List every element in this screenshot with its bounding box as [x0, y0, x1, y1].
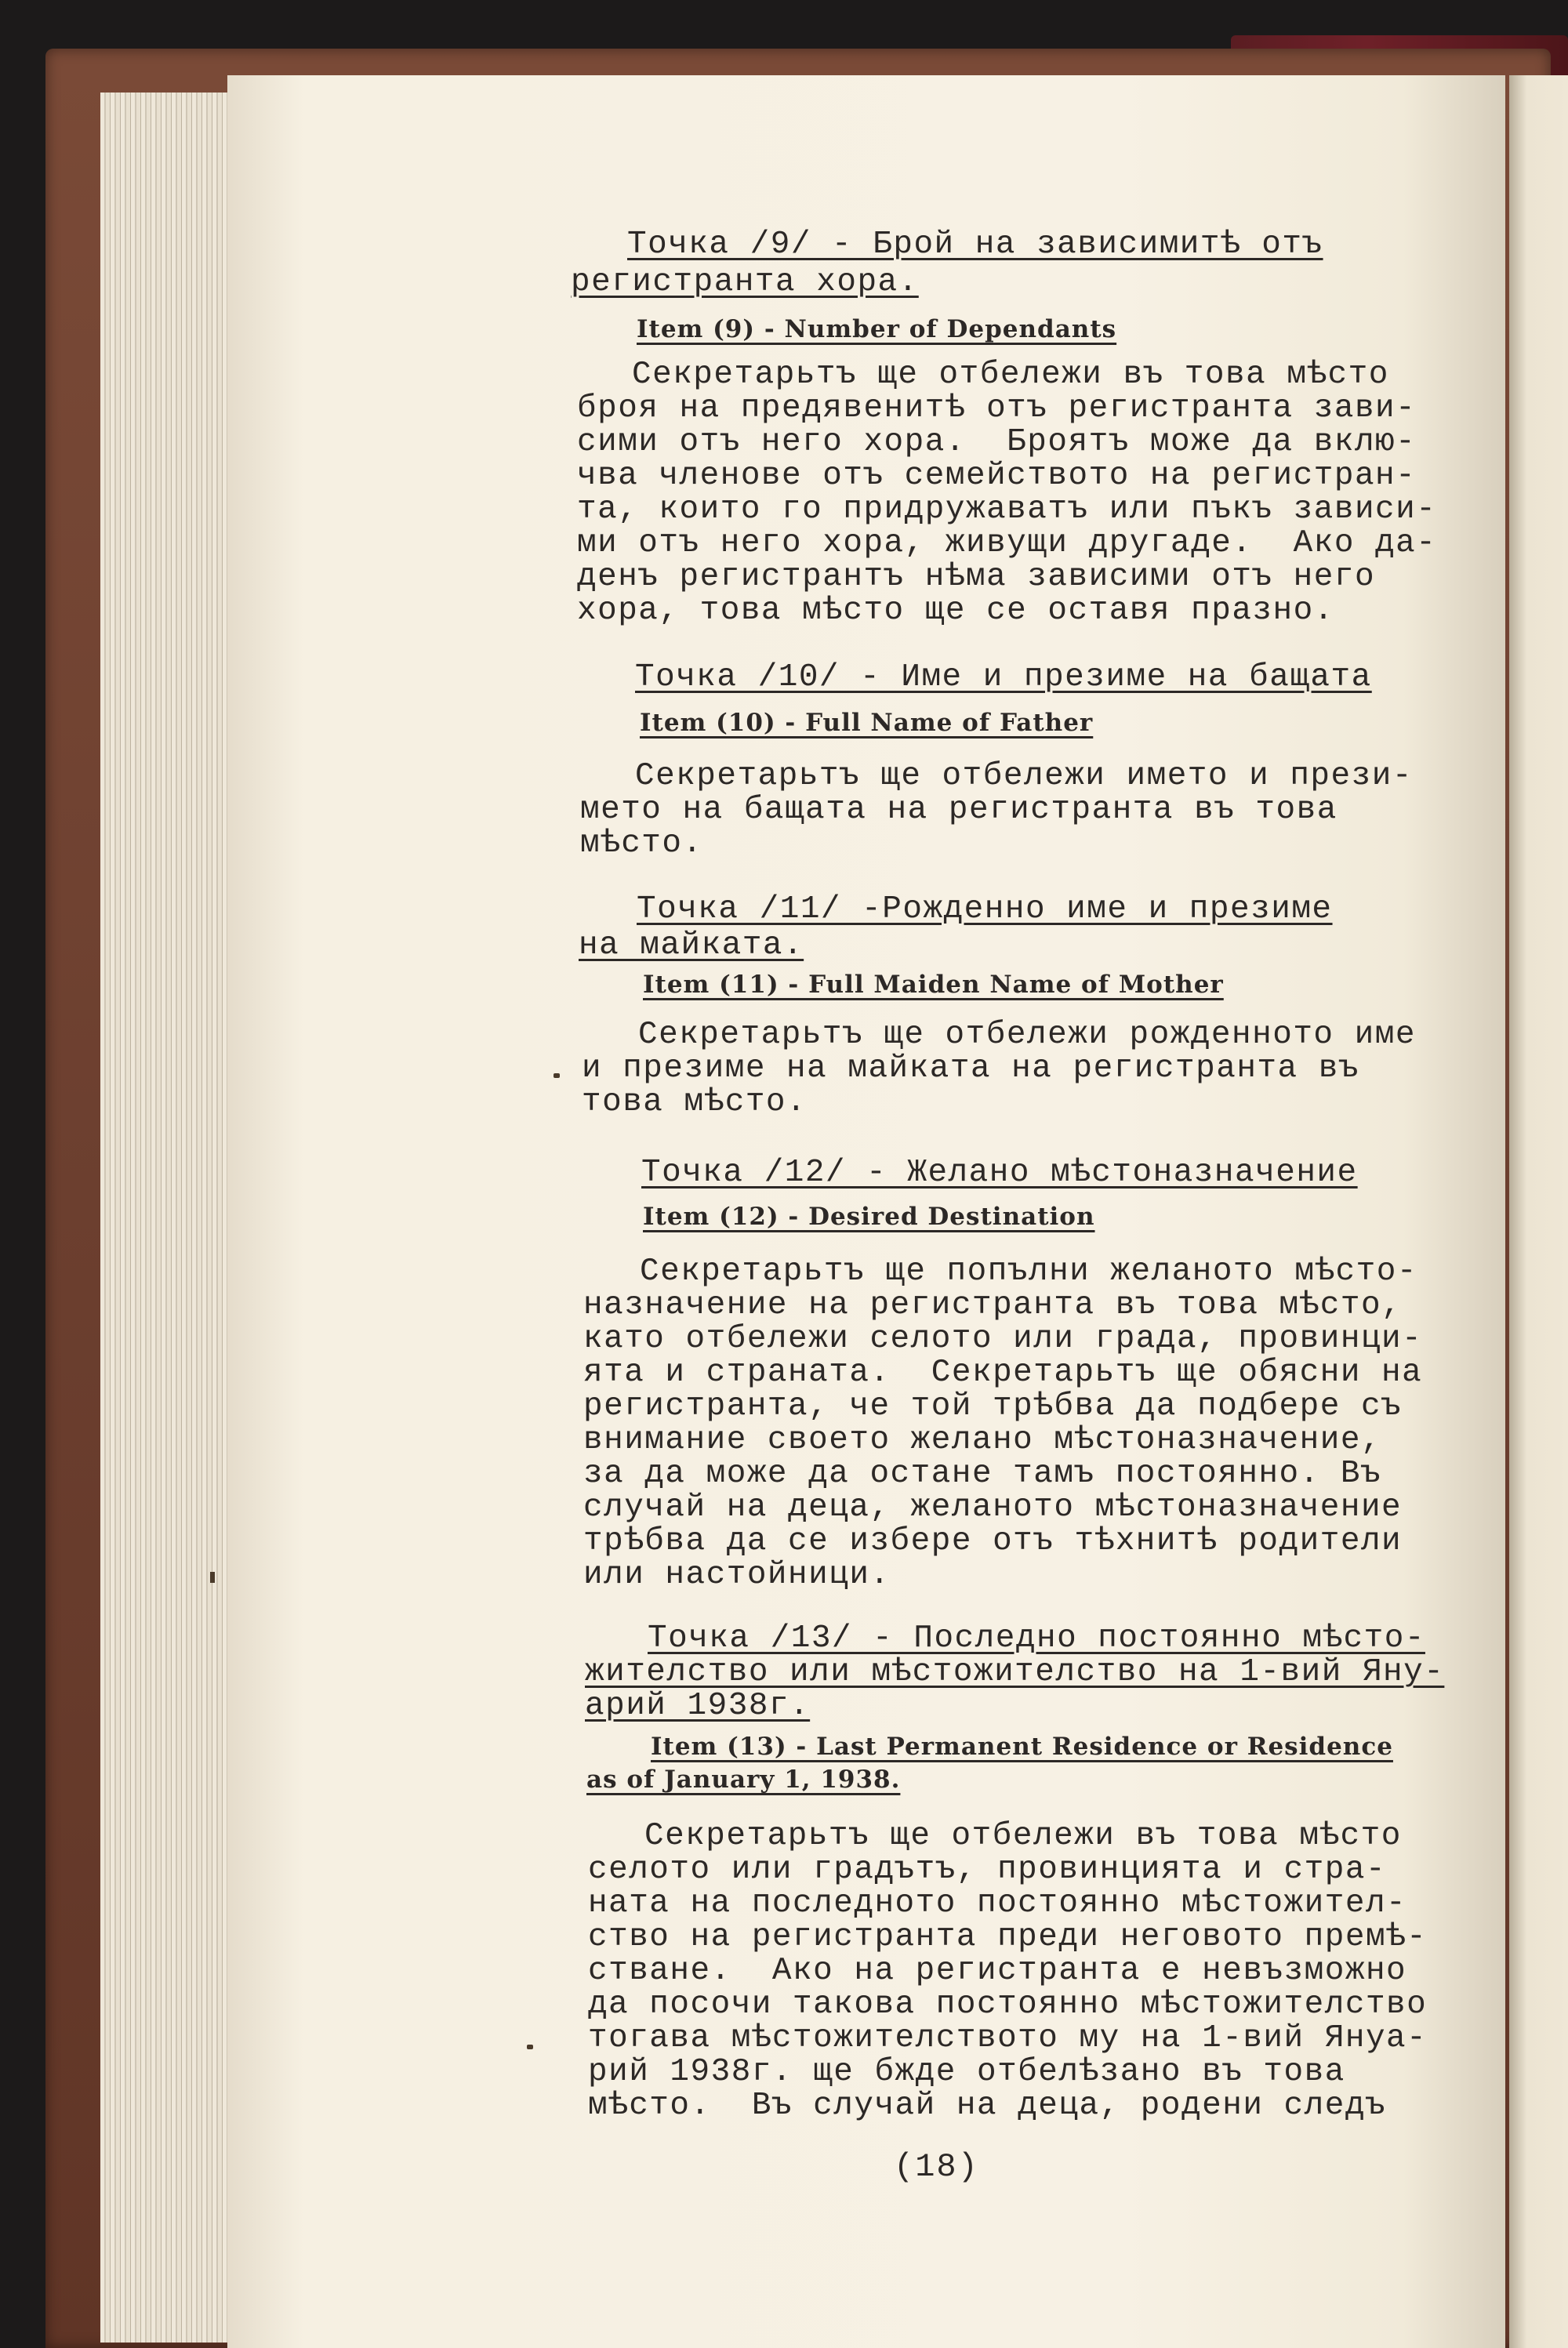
- section-12-body-line: внимание своето желано мѣстоназначение,: [583, 1422, 1382, 1458]
- section-13-heading: арий 1938г.: [585, 1688, 811, 1724]
- section-12-body-line: ята и страната. Секретарьтъ ще обясни на: [583, 1355, 1423, 1391]
- section-13-body-line: тогава мѣстожителството му на 1-вий Януа-: [588, 2020, 1428, 2056]
- facing-page-edge: [1509, 75, 1568, 2348]
- section-13-body-line: Секретарьтъ ще отбележи въ това мѣсто: [644, 1818, 1402, 1854]
- section-9-body-line: та, които го придружаватъ или пъкъ зависи-: [577, 492, 1437, 528]
- section-11-body-line: това мѣсто.: [582, 1084, 808, 1120]
- section-11-heading: на майката.: [579, 927, 804, 964]
- section-9-body-line: сими отъ него хора. Броятъ може да вклю-: [577, 424, 1417, 460]
- section-10-body-line: мѣсто.: [580, 826, 703, 862]
- section-13-body-line: селото или градътъ, провинцията и стра-: [588, 1852, 1387, 1888]
- section-12-body-line: като отбележи селото или града, провинци-: [583, 1321, 1423, 1357]
- section-11-item: Item (11) - Full Maiden Name of Mother: [643, 971, 1224, 999]
- section-11-heading: Точка /11/ -Рожденно име и презиме: [637, 891, 1333, 927]
- section-12-body-line: назначение на регистранта въ това мѣсто,: [583, 1287, 1403, 1323]
- margin-dot: [554, 1073, 560, 1078]
- gutter-mark: [210, 1572, 215, 1583]
- section-9-item: Item (9) - Number of Dependants: [637, 315, 1117, 343]
- section-9-body-line: хора, това мѣсто ще се оставя празно.: [577, 593, 1334, 629]
- section-11-body-line: и презиме на майката на регистранта въ: [582, 1051, 1359, 1087]
- section-12-body-line: трѣбва да се избере отъ тѣхнитѣ родители: [583, 1523, 1403, 1559]
- section-9-heading: регистранта хора.: [571, 264, 919, 300]
- section-9-body-line: ми отъ него хора, живущи другаде. Ако да-: [577, 525, 1437, 561]
- section-13-body-line: ство на регистранта преди неговото премѣ-: [588, 1919, 1428, 1955]
- section-10-heading: Точка /10/ - Име и презиме на бащата: [635, 659, 1372, 695]
- section-12-body-line: случай на деца, желаното мѣстоназначение: [583, 1490, 1403, 1526]
- section-9-body-line: чва членове отъ семейството на регистран-: [577, 458, 1417, 494]
- page-number: (18): [894, 2148, 979, 2186]
- section-12-body-line: регистранта, че той трѣбва да подбере съ: [583, 1388, 1403, 1424]
- margin-dot: [527, 2045, 533, 2049]
- section-10-body-line: Секретарьтъ ще отбележи името и прези-: [635, 758, 1413, 794]
- section-13-body-line: ната на последното постоянно мѣстожител-: [588, 1885, 1407, 1922]
- section-12-heading: Точка /12/ - Желано мѣстоназначение: [641, 1155, 1358, 1191]
- section-9-body-line: броя на предявенитѣ отъ регистранта зави-: [577, 390, 1417, 426]
- section-12-body-line: или настойници.: [583, 1557, 891, 1593]
- section-13-body-line: стване. Ако на регистранта е невъзможно: [588, 1953, 1407, 1989]
- section-13-body-line: мѣсто. Въ случай на деца, родени следъ: [588, 2088, 1387, 2124]
- section-12-body-line: за да може да остане тамъ постоянно. Въ: [583, 1456, 1382, 1492]
- section-13-item: Item (13) - Last Permanent Residence or Residence: [651, 1733, 1393, 1761]
- section-9-body-line: денъ регистрантъ нѣма зависими отъ него: [577, 559, 1376, 595]
- section-12-body-line: Секретарьтъ ще попълни желаното мѣсто-: [640, 1254, 1417, 1290]
- section-9-heading: Точка /9/ - Брой на зависимитѣ отъ: [627, 227, 1323, 263]
- page-edges: [100, 93, 234, 2343]
- section-13-heading: жителство или мѣстожителство на 1-вий Яну-: [585, 1654, 1445, 1690]
- section-13-body-line: рий 1938г. ще бжде отбелѣзано въ това: [588, 2054, 1345, 2090]
- section-10-body-line: мето на бащата на регистранта въ това: [580, 792, 1338, 828]
- section-9-body-line: Секретарьтъ ще отбележи въ това мѣсто: [632, 357, 1389, 393]
- section-13-item: as of January 1, 1938.: [586, 1766, 901, 1794]
- section-10-item: Item (10) - Full Name of Father: [640, 709, 1094, 737]
- section-13-heading: Точка /13/ - Последно постоянно мѣсто-: [648, 1620, 1425, 1657]
- section-12-item: Item (12) - Desired Destination: [643, 1203, 1095, 1231]
- section-13-body-line: да посочи такова постоянно мѣстожителство: [588, 1987, 1428, 2023]
- section-11-body-line: Секретарьтъ ще отбележи рожденното име: [638, 1017, 1416, 1053]
